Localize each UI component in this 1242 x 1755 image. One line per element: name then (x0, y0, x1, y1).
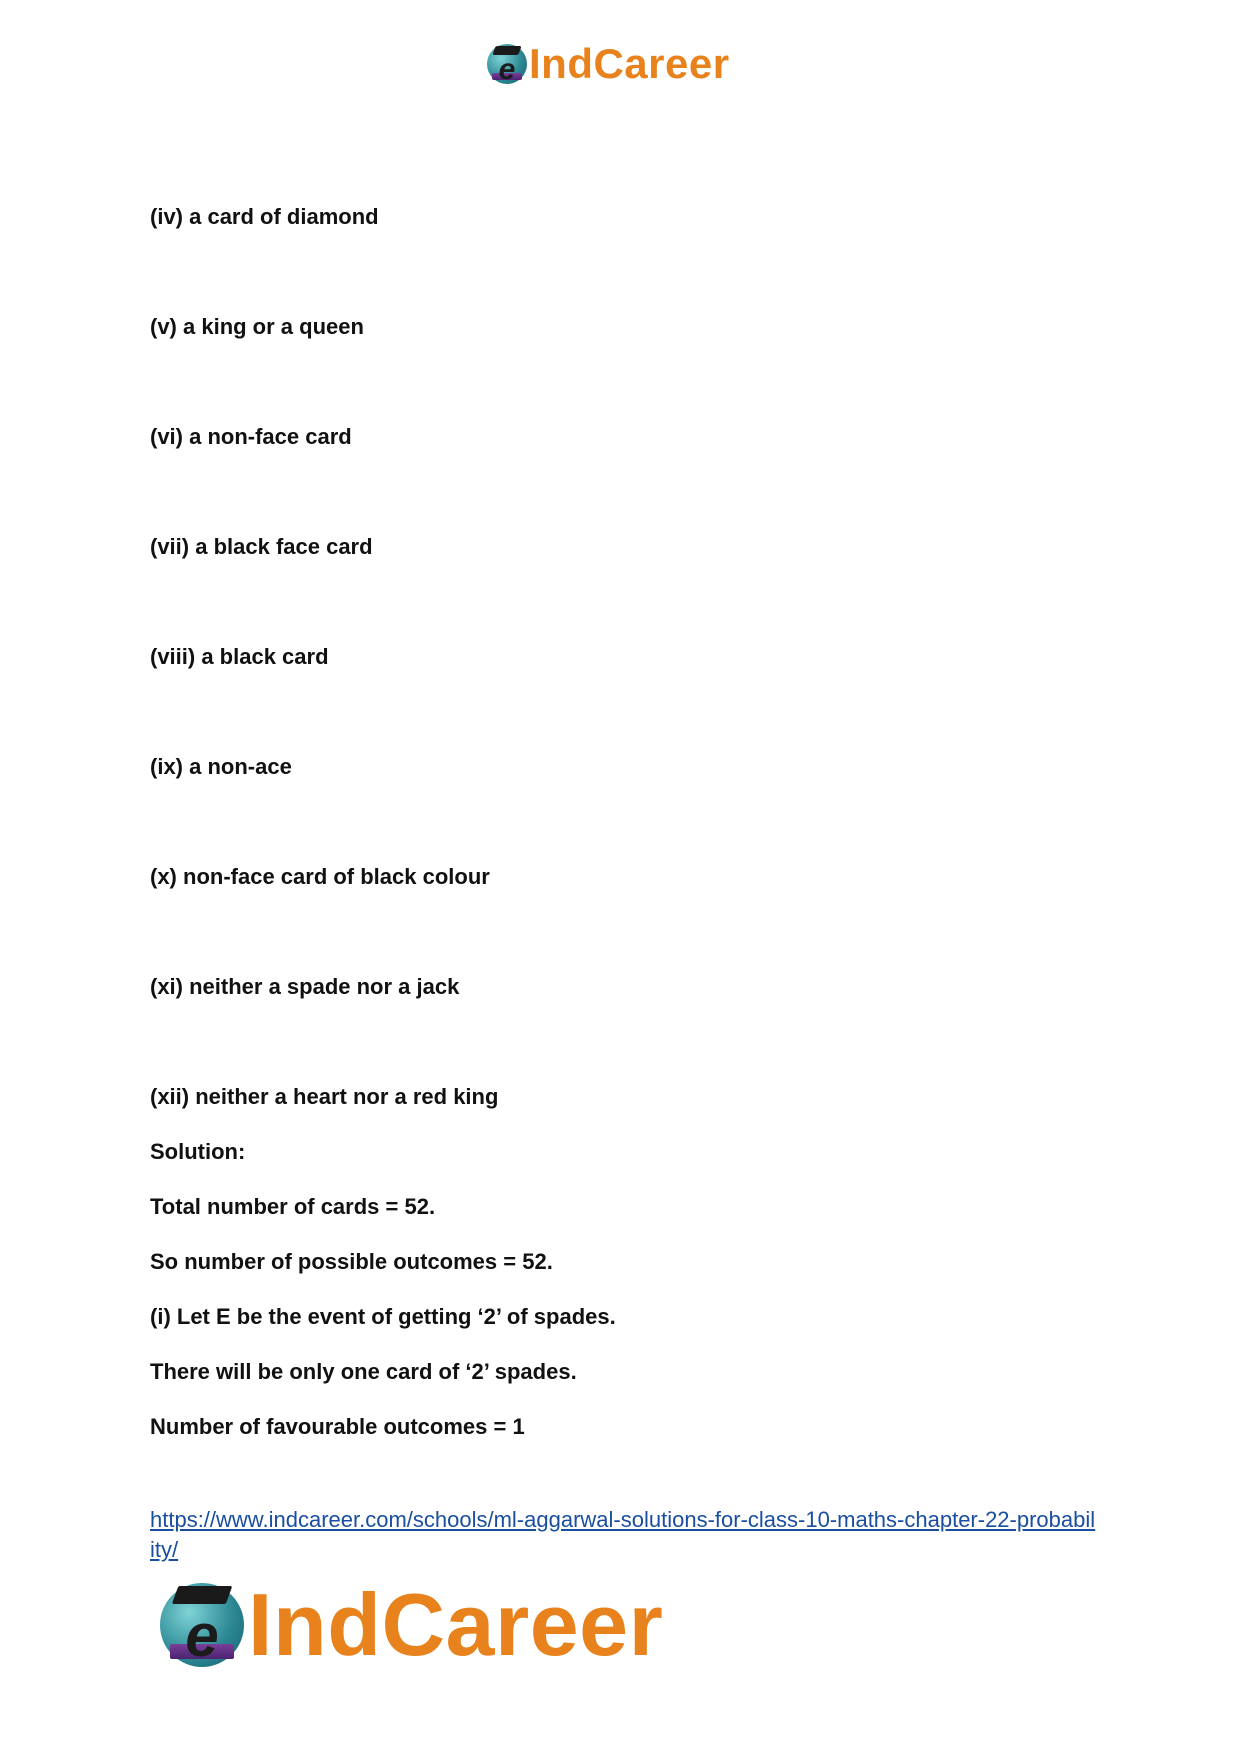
graduation-cap-icon (487, 44, 527, 84)
solution-line: Number of favourable outcomes = 1 (150, 1414, 525, 1439)
logo-e-glyph: e (498, 53, 516, 86)
question-iv: (iv) a card of diamond (150, 204, 379, 229)
question-ix: (ix) a non-ace (150, 754, 292, 779)
footer-logo (160, 1575, 663, 1675)
solution-line: (i) Let E be the event of getting ‘2’ of spades. (150, 1304, 616, 1329)
question-vii: (vii) a black face card (150, 534, 373, 559)
graduation-cap-icon (160, 1583, 244, 1667)
header-logo (487, 40, 730, 88)
solution-line: Total number of cards = 52. (150, 1194, 436, 1219)
question-xi: (xi) neither a spade nor a jack (150, 974, 460, 999)
question-x: (x) non-face card of black colour (150, 864, 490, 889)
solution-line: So number of possible outcomes = 52. (150, 1249, 553, 1274)
solution-heading: Solution: (150, 1139, 246, 1164)
question-xii: (xii) neither a heart nor a red king (150, 1084, 499, 1109)
logo-wordmark: IndCareer (248, 1575, 664, 1674)
logo-e-glyph: e (185, 1601, 219, 1669)
question-v: (v) a king or a queen (150, 314, 364, 339)
solution-line: There will be only one card of ‘2’ spades. (150, 1359, 577, 1384)
question-vi: (vi) a non-face card (150, 424, 352, 449)
source-link[interactable]: https://www.indcareer.com/schools/ml-aggarwal-solutions-for-class-10-maths-chapter-22-probability/ (150, 1507, 1096, 1562)
logo-wordmark: IndCareer (529, 40, 730, 87)
question-viii: (viii) a black card (150, 644, 329, 669)
